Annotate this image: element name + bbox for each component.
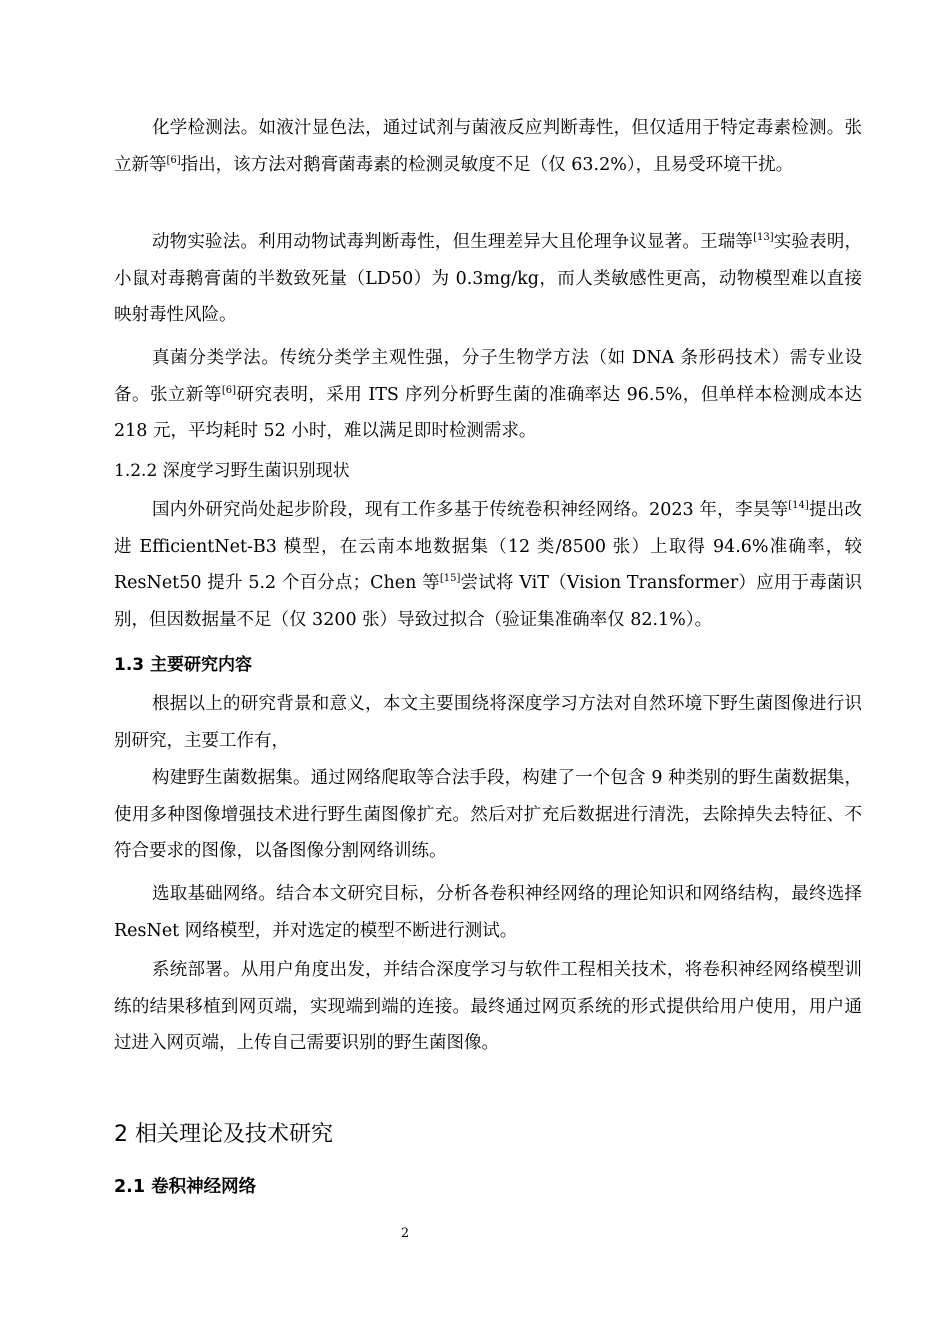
paragraph-text: 实验表明，小鼠对毒鹅膏菌的半数致死量（LD50）为 0.3mg/kg，而人类敏感性更高，动物模型难以直接映射毒性风险。 <box>114 232 863 325</box>
citation: [6] <box>166 154 181 166</box>
paragraph-text: 指出，该方法对鹅膏菌毒素的检测灵敏度不足（仅 63.2%），且易受环境干扰。 <box>180 154 794 175</box>
citation: [13] <box>753 232 774 244</box>
section-heading-1-2-2: 1.2.2 深度学习野生菌识别现状 <box>114 461 350 481</box>
paragraph-text: 提出改进 EfficientNet-B3 模型，在云南本地数据集（12 类/8500 张）上取得 94.6%准确率，较 ResNet50 提升 5.2 个百分点；Chen 等 <box>114 500 862 593</box>
section-heading-1-3: 1.3 主要研究内容 <box>114 655 253 675</box>
chapter-heading-2: 2 相关理论及技术研究 <box>114 1122 333 1147</box>
paragraph-chemical-detection <box>114 110 862 183</box>
paragraph-research-intro: 根据以上的研究背景和意义，本文主要围绕将深度学习方法对自然环境下野生菌图像进行识别研究，主要工作有， <box>114 694 862 751</box>
paragraph-base-network: 选取基础网络。结合本文研究目标，分析各卷积神经网络的理论知识和网络结构，最终选择 ResNet 网络模型，并对选定的模型不断进行测试。 <box>114 884 862 941</box>
citation: [6] <box>221 384 237 396</box>
paragraph-taxonomy <box>114 340 862 450</box>
paragraph-text: 尝试将 ViT（Vision Transformer）应用于毒菌识别，但因数据量不足（仅 3200 张）导致过拟合（验证集准确率仅 82.1%）。 <box>114 573 862 630</box>
section-heading-2-1: 2.1 卷积神经网络 <box>114 1177 257 1197</box>
paragraph-text: 动物实验法。利用动物试毒判断毒性，但生理差异大且伦理争议显著。王瑞等 <box>152 232 754 252</box>
paragraph-dataset: 构建野生菌数据集。通过网络爬取等合法手段，构建了一个包含 9 种类别的野生菌数据集，使用多种图像增强技术进行野生菌图像扩充。然后对扩充后数据进行清洗，去除掉失去特征、不符合要求的图像，以备图像分割网络训练。 <box>114 768 862 861</box>
paragraph-deployment: 系统部署。从用户角度出发，并结合深度学习与软件工程相关技术，将卷积神经网络模型训练的结果移植到网页端，实现端到端的连接。最终通过网页系统的形式提供给用户使用，用户通过进入网页端，上传自己需要识别的野生菌图像。 <box>114 960 862 1053</box>
paragraph-text: 真菌分类学法。传统分类学主观性强，分子生物学方法（如 DNA 条形码技术）需专业设备。张立新等 <box>114 348 862 405</box>
page-number: 2 <box>400 1226 410 1241</box>
citation: [15] <box>439 573 461 585</box>
paragraph-animal-experiment <box>114 224 862 334</box>
citation: [14] <box>788 500 809 512</box>
paragraph-deep-learning-status <box>114 492 862 638</box>
paragraph-text: 化学检测法。如液汁显色法，通过试剂与菌液反应判断毒性，但仅适用于特定毒素检测。张立新等 <box>114 118 862 175</box>
paragraph-text: 国内外研究尚处起步阶段，现有工作多基于传统卷积神经网络。2023 年，李昊等 <box>152 500 789 520</box>
paragraph-text: 研究表明，采用 ITS 序列分析野生菌的准确率达 96.5%，但单样本检测成本达 218 元，平均耗时 52 小时，难以满足即时检测需求。 <box>114 384 862 441</box>
